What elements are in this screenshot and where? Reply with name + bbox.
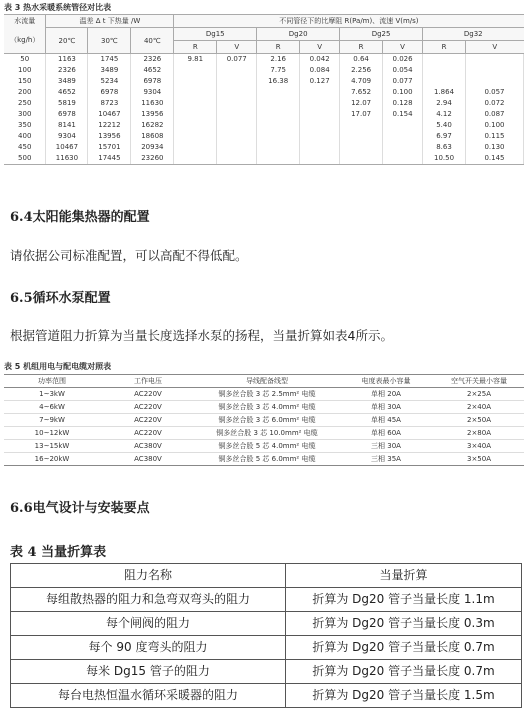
table3-row-cell: 2.16 bbox=[257, 54, 300, 66]
table3-row-cell bbox=[423, 76, 466, 87]
table3-row-cell bbox=[300, 87, 340, 98]
table3-row-cell bbox=[217, 120, 257, 131]
table3-row-cell: 9304 bbox=[131, 87, 174, 98]
table5-row-cell: 三相 30A bbox=[338, 440, 434, 453]
table3-row-cell bbox=[174, 98, 217, 109]
table5-row-cell: 铜多丝合股 3 芯 2.5mm² 电缆 bbox=[196, 388, 338, 401]
table3-row-cell: 3489 bbox=[46, 76, 88, 87]
table3-row-cell: 2.94 bbox=[423, 98, 466, 109]
table4 bbox=[10, 563, 522, 708]
flow-unit-header: （kg/h） bbox=[4, 28, 46, 54]
table3-row-cell: 10467 bbox=[88, 109, 131, 120]
rv-header: V bbox=[217, 41, 257, 54]
table4-row-cell: 每个 90 度弯头的阻力 bbox=[11, 636, 286, 660]
pipe-header: Dg32 bbox=[423, 28, 524, 41]
table5-header: 功率范围 bbox=[4, 375, 100, 388]
table3-row-cell: 8.63 bbox=[423, 142, 466, 153]
table3-row-cell: 0.087 bbox=[465, 109, 523, 120]
table3-row-cell: 2326 bbox=[131, 54, 174, 66]
table5-row-cell: 三相 35A bbox=[338, 453, 434, 466]
table5-row-cell: 2×25A bbox=[434, 388, 524, 401]
table5-row-cell: 10~12kW bbox=[4, 427, 100, 440]
table3-row-cell bbox=[383, 120, 423, 131]
table3-row-cell: 0.072 bbox=[465, 98, 523, 109]
table3-row-cell: 350 bbox=[4, 120, 46, 131]
table5-title: 表 5 机组用电与配电缆对照表 bbox=[4, 362, 112, 371]
table3-row-cell: 0.100 bbox=[383, 87, 423, 98]
table3-row-cell: 450 bbox=[4, 142, 46, 153]
section-6-4-heading: 6.4太阳能集热器的配置 bbox=[10, 210, 150, 225]
table3-row-cell: 15701 bbox=[88, 142, 131, 153]
table4-row-cell: 每组散热器的阻力和急弯双弯头的阻力 bbox=[11, 588, 286, 612]
table4-row-cell: 折算为 Dg20 管子当量长度 1.1m bbox=[286, 588, 522, 612]
table3-row bbox=[4, 87, 524, 98]
table3-row-cell: 0.115 bbox=[465, 131, 523, 142]
table3-row-cell bbox=[340, 120, 383, 131]
table3-row-cell: 0.154 bbox=[383, 109, 423, 120]
table3-row-cell bbox=[257, 98, 300, 109]
table3-row-cell: 150 bbox=[4, 76, 46, 87]
table3-row-cell: 0.127 bbox=[300, 76, 340, 87]
table3-row-cell bbox=[300, 131, 340, 142]
table4-row bbox=[11, 636, 522, 660]
table3-row-cell bbox=[217, 131, 257, 142]
table3-row-cell bbox=[465, 54, 523, 66]
table3-row bbox=[4, 131, 524, 142]
pipe-header: Dg20 bbox=[257, 28, 340, 41]
table3-row-cell: 0.057 bbox=[465, 87, 523, 98]
temp-group-header: 温差 Δ t 下热量 /W bbox=[46, 15, 174, 28]
table5-row-cell: AC380V bbox=[100, 440, 196, 453]
table5-header: 工作电压 bbox=[100, 375, 196, 388]
table3-row-cell bbox=[174, 76, 217, 87]
table3-row-cell: 0.026 bbox=[383, 54, 423, 66]
table3-row-cell: 2326 bbox=[46, 65, 88, 76]
table5-row-cell: AC220V bbox=[100, 401, 196, 414]
table3-row-cell: 7.652 bbox=[340, 87, 383, 98]
table3-row-cell: 7.75 bbox=[257, 65, 300, 76]
table3-row-cell: 5.40 bbox=[423, 120, 466, 131]
table3 bbox=[4, 14, 524, 165]
table3-row-cell bbox=[217, 76, 257, 87]
pipe-header: Dg25 bbox=[340, 28, 423, 41]
table3-row-cell bbox=[174, 131, 217, 142]
table5-header: 导线配备线型 bbox=[196, 375, 338, 388]
table4-row-cell: 折算为 Dg20 管子当量长度 0.7m bbox=[286, 660, 522, 684]
table4-row-cell: 折算为 Dg20 管子当量长度 0.3m bbox=[286, 612, 522, 636]
table3-row-cell bbox=[340, 142, 383, 153]
table5-row-cell: 单相 20A bbox=[338, 388, 434, 401]
pipe-group-header: 不同管径下的比摩阻 R(Pa/m)、流速 V(m/s) bbox=[174, 15, 524, 28]
rv-header: R bbox=[174, 41, 217, 54]
table5-row-cell: AC380V bbox=[100, 453, 196, 466]
table5-row-cell: 4~6kW bbox=[4, 401, 100, 414]
table3-row-cell: 3489 bbox=[88, 65, 131, 76]
table3-row-cell: 13956 bbox=[88, 131, 131, 142]
table3-row-cell: 0.084 bbox=[300, 65, 340, 76]
table5-row bbox=[4, 427, 524, 440]
table3-row-cell: 18608 bbox=[131, 131, 174, 142]
table5-row-cell: 单相 60A bbox=[338, 427, 434, 440]
table5 bbox=[4, 374, 524, 466]
table3-row-cell bbox=[383, 131, 423, 142]
table5-row-cell: 2×50A bbox=[434, 414, 524, 427]
table4-header: 阻力名称 bbox=[11, 564, 286, 588]
table3-row-cell: 4652 bbox=[46, 87, 88, 98]
flow-header: 水流量 bbox=[4, 15, 46, 28]
table3-row bbox=[4, 98, 524, 109]
table4-row-cell: 每米 Dg15 管子的阻力 bbox=[11, 660, 286, 684]
table4-row bbox=[11, 612, 522, 636]
table5-row-cell: AC220V bbox=[100, 388, 196, 401]
table3-row-cell: 200 bbox=[4, 87, 46, 98]
table3-row-cell bbox=[257, 131, 300, 142]
table3-row-cell: 0.100 bbox=[465, 120, 523, 131]
table3-row-cell bbox=[300, 153, 340, 165]
table3-row-cell: 300 bbox=[4, 109, 46, 120]
table3-row-cell: 0.130 bbox=[465, 142, 523, 153]
table3-row-cell: 4.709 bbox=[340, 76, 383, 87]
rv-header: R bbox=[423, 41, 466, 54]
table3-row-cell bbox=[217, 98, 257, 109]
table5-row-cell: 13~15kW bbox=[4, 440, 100, 453]
table4-row bbox=[11, 588, 522, 612]
table3-row-cell: 23260 bbox=[131, 153, 174, 165]
table3-row bbox=[4, 65, 524, 76]
table3-row-cell: 8141 bbox=[46, 120, 88, 131]
table5-row-cell: AC220V bbox=[100, 414, 196, 427]
rv-header: V bbox=[465, 41, 523, 54]
rv-header: V bbox=[300, 41, 340, 54]
table3-row-cell bbox=[300, 109, 340, 120]
table3-row-cell: 400 bbox=[4, 131, 46, 142]
table5-row-cell: 单相 30A bbox=[338, 401, 434, 414]
table3-row-cell: 10467 bbox=[46, 142, 88, 153]
table4-row-cell: 每个闸阀的阻力 bbox=[11, 612, 286, 636]
table3-row-cell: 9304 bbox=[46, 131, 88, 142]
table3-row-cell bbox=[300, 142, 340, 153]
table4-header: 当量折算 bbox=[286, 564, 522, 588]
table3-row-cell: 6.97 bbox=[423, 131, 466, 142]
rv-header: R bbox=[257, 41, 300, 54]
table5-row-cell: 3×40A bbox=[434, 440, 524, 453]
section-6-6-heading: 6.6电气设计与安装要点 bbox=[10, 501, 150, 516]
table3-row-cell bbox=[257, 142, 300, 153]
table3-row bbox=[4, 109, 524, 120]
table5-row bbox=[4, 388, 524, 401]
table3-row-cell bbox=[300, 120, 340, 131]
table5-header: 电度表最小容量 bbox=[338, 375, 434, 388]
table5-header: 空气开关最小容量 bbox=[434, 375, 524, 388]
table3-row-cell: 50 bbox=[4, 54, 46, 66]
table3-row-cell: 9.81 bbox=[174, 54, 217, 66]
table3-row-cell bbox=[174, 153, 217, 165]
temp-header: 40℃ bbox=[131, 28, 174, 54]
table4-row-cell: 折算为 Dg20 管子当量长度 1.5m bbox=[286, 684, 522, 708]
table3-row-cell bbox=[174, 120, 217, 131]
table3-row-cell bbox=[217, 142, 257, 153]
table4-row bbox=[11, 684, 522, 708]
table5-row-cell: 1~3kW bbox=[4, 388, 100, 401]
table5-row-cell: 铜多丝合股 3 芯 4.0mm² 电缆 bbox=[196, 401, 338, 414]
table3-row bbox=[4, 120, 524, 131]
table5-row-cell: 铜多丝合股 5 芯 6.0mm² 电缆 bbox=[196, 453, 338, 466]
table3-row-cell: 0.054 bbox=[383, 65, 423, 76]
table3-row-cell bbox=[340, 153, 383, 165]
table5-row-cell: 3×50A bbox=[434, 453, 524, 466]
table3-row-cell: 4.12 bbox=[423, 109, 466, 120]
table3-row-cell: 17445 bbox=[88, 153, 131, 165]
table3-row-cell bbox=[257, 109, 300, 120]
table3-row-cell: 100 bbox=[4, 65, 46, 76]
table5-row-cell: AC220V bbox=[100, 427, 196, 440]
table5-row bbox=[4, 401, 524, 414]
table3-row-cell: 0.128 bbox=[383, 98, 423, 109]
table3-row-cell: 6978 bbox=[88, 87, 131, 98]
table3-row-cell bbox=[217, 109, 257, 120]
table5-row-cell: 2×40A bbox=[434, 401, 524, 414]
table3-row-cell: 0.077 bbox=[383, 76, 423, 87]
table3-row-cell: 8723 bbox=[88, 98, 131, 109]
pipe-header: Dg15 bbox=[174, 28, 257, 41]
table3-row-cell: 16282 bbox=[131, 120, 174, 131]
table3-row-cell bbox=[257, 120, 300, 131]
rv-header: R bbox=[340, 41, 383, 54]
table5-row-cell: 7~9kW bbox=[4, 414, 100, 427]
table3-row-cell: 17.07 bbox=[340, 109, 383, 120]
table3-row-cell: 4652 bbox=[131, 65, 174, 76]
table3-row-cell: 13956 bbox=[131, 109, 174, 120]
table5-row-cell: 铜多丝合股 3 芯 10.0mm² 电缆 bbox=[196, 427, 338, 440]
table3-row bbox=[4, 76, 524, 87]
table3-row-cell bbox=[383, 153, 423, 165]
table3-row-cell: 12212 bbox=[88, 120, 131, 131]
table3-row-cell: 16.38 bbox=[257, 76, 300, 87]
table3-row-cell bbox=[423, 54, 466, 66]
table5-row-cell: 铜多丝合股 5 芯 4.0mm² 电缆 bbox=[196, 440, 338, 453]
table3-row-cell bbox=[383, 142, 423, 153]
table3-row-cell: 0.077 bbox=[217, 54, 257, 66]
section-6-5-heading: 6.5循环水泵配置 bbox=[10, 291, 111, 306]
table3-row-cell: 1163 bbox=[46, 54, 88, 66]
table3-row-cell bbox=[174, 109, 217, 120]
table3-row-cell: 20934 bbox=[131, 142, 174, 153]
table4-title: 表 4 当量折算表 bbox=[10, 545, 107, 560]
section-6-5-text: 根据管道阻力折算为当量长度选择水泵的扬程，当量折算如表4所示。 bbox=[10, 328, 393, 343]
table3-row-cell: 250 bbox=[4, 98, 46, 109]
table3-row-cell bbox=[257, 153, 300, 165]
table3-row-cell: 6978 bbox=[131, 76, 174, 87]
table3-row-cell: 0.042 bbox=[300, 54, 340, 66]
table3-row-cell: 5819 bbox=[46, 98, 88, 109]
table3-row bbox=[4, 153, 524, 165]
table3-row-cell bbox=[465, 65, 523, 76]
table5-row-cell: 铜多丝合股 3 芯 6.0mm² 电缆 bbox=[196, 414, 338, 427]
table3-row-cell: 11630 bbox=[46, 153, 88, 165]
table3-row-cell: 10.50 bbox=[423, 153, 466, 165]
table5-row-cell: 2×80A bbox=[434, 427, 524, 440]
table4-row-cell: 每台电热恒温水循环采暖器的阻力 bbox=[11, 684, 286, 708]
table4-row-cell: 折算为 Dg20 管子当量长度 0.7m bbox=[286, 636, 522, 660]
table3-row-cell: 6978 bbox=[46, 109, 88, 120]
table3-row bbox=[4, 142, 524, 153]
table3-row-cell: 12.07 bbox=[340, 98, 383, 109]
table3-row-cell bbox=[257, 87, 300, 98]
table3-row-cell bbox=[217, 153, 257, 165]
temp-header: 20℃ bbox=[46, 28, 88, 54]
table3-row-cell bbox=[174, 87, 217, 98]
table4-row bbox=[11, 660, 522, 684]
table3-row-cell bbox=[217, 65, 257, 76]
table3-row-cell bbox=[300, 98, 340, 109]
section-6-4-text: 请依据公司标准配置，可以高配不得低配。 bbox=[10, 248, 248, 263]
table3-row-cell: 1745 bbox=[88, 54, 131, 66]
table3-row-cell bbox=[174, 142, 217, 153]
table3-row-cell: 0.64 bbox=[340, 54, 383, 66]
table5-row bbox=[4, 453, 524, 466]
table5-row bbox=[4, 440, 524, 453]
table5-row bbox=[4, 414, 524, 427]
table3-row-cell: 0.145 bbox=[465, 153, 523, 165]
table3-row-cell: 2.256 bbox=[340, 65, 383, 76]
table5-row-cell: 单相 45A bbox=[338, 414, 434, 427]
rv-header: V bbox=[383, 41, 423, 54]
table3-row-cell bbox=[340, 131, 383, 142]
table3-row-cell bbox=[465, 76, 523, 87]
table3-row-cell bbox=[174, 65, 217, 76]
table3-row-cell bbox=[423, 65, 466, 76]
table3-row-cell: 5234 bbox=[88, 76, 131, 87]
table3-row bbox=[4, 54, 524, 66]
table3-row-cell: 500 bbox=[4, 153, 46, 165]
table3-row-cell: 1.864 bbox=[423, 87, 466, 98]
table3-row-cell: 11630 bbox=[131, 98, 174, 109]
table5-row-cell: 16~20kW bbox=[4, 453, 100, 466]
temp-header: 30℃ bbox=[88, 28, 131, 54]
table3-row-cell bbox=[217, 87, 257, 98]
table3-title: 表 3 热水采暖系统管径对比表 bbox=[4, 3, 112, 12]
